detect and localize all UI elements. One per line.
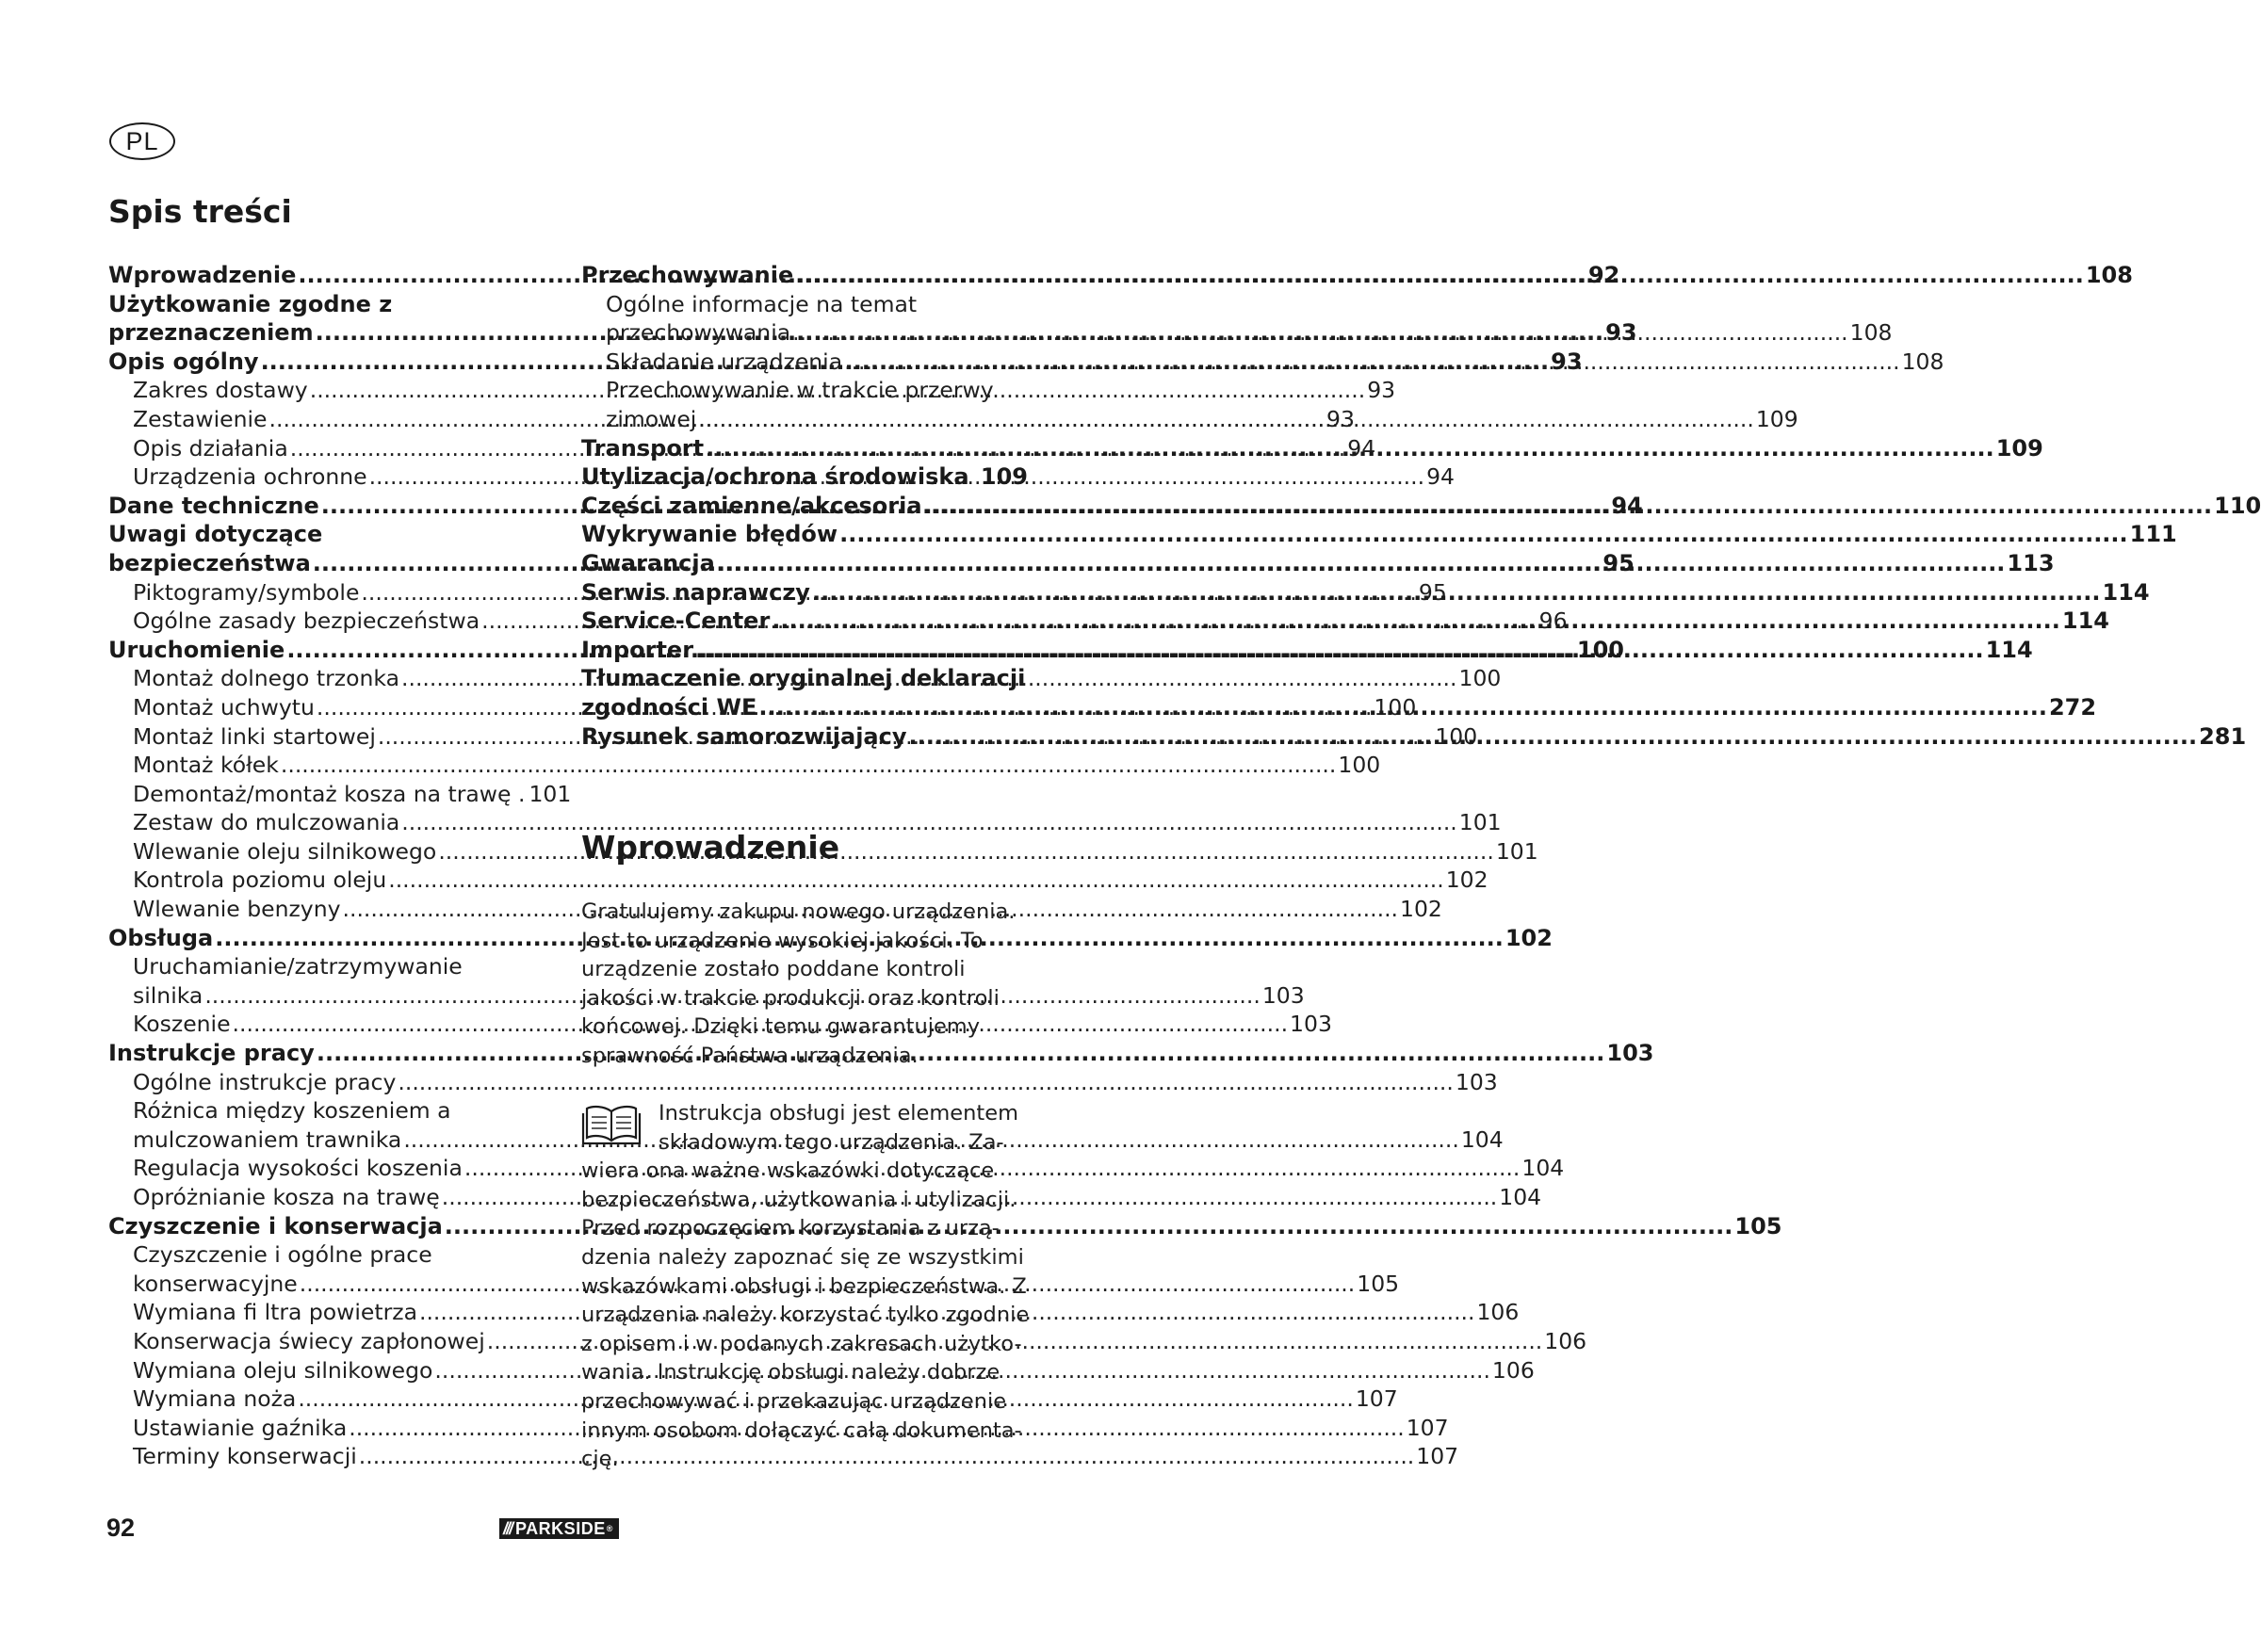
toc-entry-title: Przechowywanie	[581, 262, 794, 288]
toc-entry-title: Konserwacja świecy zapłonowej	[133, 1327, 485, 1354]
toc-entry-page: 109	[980, 463, 1028, 491]
toc-entry-page: 93	[1326, 405, 1355, 432]
toc-entry-title: Czyszczenie i ogólne prace	[133, 1241, 432, 1269]
language-badge: PL	[109, 122, 175, 160]
toc-leader-dots	[401, 808, 1457, 837]
toc-entry	[581, 290, 1028, 319]
toc-entry-title: przeznaczeniem	[108, 319, 314, 347]
toc-entry-page: 101	[1458, 809, 1502, 836]
toc-entry	[108, 751, 1381, 780]
manual-note-line: przechowywać i przekazując urządzenie	[581, 1388, 1007, 1414]
toc-entry-title: Service-Center	[581, 607, 771, 635]
toc-entry-page: 101	[529, 780, 572, 807]
manual-note-line: Instrukcja obsługi jest elementem	[659, 1101, 1018, 1126]
toc-leader-dots	[398, 1068, 1454, 1097]
toc-entry-title: Opis działania	[133, 434, 288, 462]
toc-entry-title: Rysunek samorozwijający	[581, 722, 907, 750]
brand-slashes: ///	[503, 1518, 512, 1538]
manual-note-line: urządzenia należy korzystać tylko zgodnie	[581, 1303, 1030, 1328]
toc-entry-title: Terminy konserwacji	[133, 1443, 357, 1470]
toc-leader-dots	[839, 520, 2128, 549]
toc-entry-page: 108	[1849, 319, 1893, 347]
toc-entry-page: 100	[1458, 665, 1502, 692]
toc-entry-page: 94	[1347, 434, 1376, 462]
toc-entry-page: 93	[1367, 377, 1396, 404]
toc-entry-title: Obsługa	[108, 924, 214, 951]
toc-entry-title: Użytkowanie zgodne z	[108, 290, 393, 317]
page-number: 92	[106, 1514, 136, 1542]
toc-entry-title: Opis ogólny	[108, 348, 259, 375]
toc-entry-title: Serwis naprawczy	[581, 578, 810, 606]
toc-entry-page: 114	[2061, 607, 2109, 635]
toc-entry-title: Kontrola poziomu oleju	[133, 866, 387, 894]
toc-entry-page: 102	[1505, 924, 1553, 951]
toc-title: Spis treści	[108, 193, 292, 230]
toc-entry	[108, 952, 549, 981]
toc-leader-dots	[812, 578, 2101, 607]
toc-entry-page: 95	[1602, 549, 1635, 576]
toc-entry-page: 107	[1406, 1414, 1449, 1441]
toc-entry-page: 110	[2214, 492, 2261, 519]
toc-leader-dots	[698, 405, 1754, 434]
toc-entry-title: Koszenie	[133, 1011, 231, 1038]
toc-entry-page: 94	[1426, 463, 1455, 491]
toc-entry-page: 106	[1544, 1327, 1587, 1354]
toc-entry-title: Różnica między koszeniem a	[133, 1097, 451, 1125]
toc-leader-dots	[924, 492, 2213, 521]
toc-entry	[581, 664, 1028, 693]
toc-entry-title: Dane techniczne	[108, 492, 319, 519]
toc-leader-dots	[908, 722, 2197, 752]
manual-note-line: bezpieczeństwa, użytkowania i utylizacji.	[581, 1187, 1017, 1212]
toc-entry-title: Montaż dolnego trzonka	[133, 665, 399, 692]
toc-entry-page: 105	[1357, 1270, 1400, 1297]
manual-note-line: wskazówkami obsługi i bezpieczeństwa. Z	[581, 1273, 1027, 1299]
toc-entry-title: Montaż uchwytu	[133, 693, 315, 721]
toc-entry	[108, 981, 1305, 1011]
toc-entry	[108, 866, 1488, 895]
toc-entry-title: Importer	[581, 636, 694, 663]
manual-note	[581, 1099, 1029, 1474]
toc-leader-dots	[717, 549, 2006, 578]
toc-entry-page: 109	[1995, 434, 2043, 462]
toc-entry	[108, 1010, 1332, 1039]
manual-note-line: z opisem i w podanych zakresach użytko-	[581, 1331, 1022, 1356]
toc-entry-page: 94	[1611, 492, 1643, 519]
manual-note-line: Przed rozpoczęciem korzystania z urzą-	[581, 1216, 1000, 1241]
toc-entry-page: 100	[1374, 693, 1417, 721]
toc-entry-page: 93	[1605, 319, 1637, 347]
toc-entry-page: 111	[2129, 521, 2177, 548]
toc-entry-page: 114	[1985, 636, 2033, 663]
toc-entry-title: Części zamienne/akcesoria	[581, 492, 922, 519]
manual-note-line: dzenia należy zapoznać się ze wszystkimi	[581, 1244, 1024, 1270]
toc-entry-title: bezpieczeństwa	[108, 549, 311, 576]
intro-paragraph: Gratulujemy zakupu nowego urządzenia. Jest to urządzenie wysokiej jakości. To urządzenie zostało poddane kontroli jakości w trakcie produkcji oraz kontroli końcowej. Dzięki temu gwarantujemy sprawność Państwa urządzenia.	[581, 899, 1016, 1068]
toc-leader-dots	[695, 636, 1984, 665]
toc-entry-title: Ogólne informacje na temat	[606, 290, 918, 317]
brand-mark: ®	[606, 1524, 613, 1533]
parkside-logo	[499, 1518, 619, 1539]
toc-entry-page: 103	[1290, 1011, 1332, 1038]
toc-entry-title: Uwagi dotyczące	[108, 521, 323, 548]
toc-entry-title: Wymiana noża	[133, 1385, 297, 1413]
toc-entry-title: Instrukcje pracy	[108, 1040, 315, 1067]
toc-entry-title: Czyszczenie i konserwacja	[108, 1212, 443, 1239]
toc-entry-title: mulczowaniem trawnika	[133, 1126, 402, 1153]
toc-entry-title: Wprowadzenie	[108, 262, 297, 288]
toc-entry	[581, 376, 1028, 405]
toc-leader-dots	[706, 434, 1994, 463]
toc-entry-page: 105	[1734, 1212, 1782, 1239]
toc-entry-title: przechowywania	[606, 319, 791, 347]
toc-entry-title: Uruchamianie/zatrzymywanie	[133, 953, 463, 980]
toc-entry-page: 104	[1460, 1126, 1504, 1153]
toc-leader-dots	[281, 751, 1337, 780]
toc-entry-page: 103	[1261, 981, 1305, 1009]
toc-leader-dots	[844, 348, 1900, 377]
toc-entry-title: Wykrywanie błędów	[581, 521, 838, 548]
toc-entry-page: 101	[1495, 837, 1538, 865]
manual-note-line: innym osobom dołączyć całą dokumenta-	[581, 1417, 1022, 1443]
toc-entry-page: 104	[1521, 1155, 1565, 1182]
toc-entry	[108, 1240, 549, 1270]
toc-entry-title: silnika	[133, 981, 203, 1009]
toc-entry-title: Urządzenia ochronne	[133, 463, 367, 491]
manual-note-line: składowym tego urządzenia. Za-	[659, 1129, 1004, 1155]
toc-entry-title: Zestawienie	[133, 405, 268, 432]
toc-entry-title: Ustawianie gaźnika	[133, 1414, 348, 1441]
toc-entry-title: Piktogramy/symbole	[133, 578, 360, 606]
toc-entry	[581, 462, 1028, 492]
toc-leader-dots	[792, 318, 1848, 348]
toc-entry-title: Zestaw do mulczowania	[133, 809, 400, 836]
toc-entry-title: Regulacja wysokości koszenia	[133, 1155, 463, 1182]
toc-entry-title: konserwacyjne	[133, 1270, 298, 1297]
manual-note-line: wania. Instrukcję obsługi należy dobrze	[581, 1360, 1000, 1385]
brand-name: PARKSIDE	[515, 1518, 606, 1538]
toc-leader-dots	[758, 693, 2047, 722]
toc-entry	[108, 780, 572, 809]
toc-entry-page: 281	[2199, 722, 2247, 750]
toc-entry-title: Montaż linki startowej	[133, 722, 376, 750]
book-icon	[581, 1104, 642, 1147]
toc-entry-title: zgodności WE	[581, 693, 757, 721]
toc-entry-page: 95	[1418, 578, 1447, 606]
toc-entry-title: zimowej	[606, 405, 697, 432]
toc-entry-page: 96	[1538, 607, 1568, 635]
toc-entry-title: Wymiana fi ltra powietrza	[133, 1299, 417, 1326]
manual-note-line: wiera ona ważne wskazówki dotyczące	[581, 1158, 995, 1184]
toc-entry-page: 109	[1755, 405, 1798, 432]
toc-entry-page: 100	[1576, 636, 1624, 663]
toc-leader-dots	[772, 607, 2060, 636]
toc-entry	[108, 290, 549, 319]
toc-entry-title: Transport	[581, 434, 705, 462]
manual-note-line: cję.	[581, 1447, 619, 1472]
toc-entry-page: 93	[1551, 348, 1583, 375]
toc-entry-page: 104	[1499, 1184, 1542, 1210]
toc-entry-title: Demontaż/montaż kosza na trawę .	[133, 780, 526, 807]
section-title-introduction: Wprowadzenie	[581, 829, 840, 866]
toc-entry-page: 102	[1400, 896, 1442, 923]
toc-entry-title: Wymiana oleju silnikowego	[133, 1356, 433, 1384]
toc-entry-page: 108	[2085, 262, 2133, 288]
toc-entry-page: 108	[1901, 348, 1944, 375]
toc-entry-page: 100	[1338, 752, 1381, 779]
toc-entry-title: Ogólne zasady bezpieczeństwa	[133, 607, 480, 635]
toc-entry-page: 103	[1455, 1068, 1498, 1095]
toc-entry-title: Opróżnianie kosza na trawę	[133, 1184, 440, 1210]
toc-entry	[108, 808, 1502, 837]
toc-entry-page: 272	[2048, 693, 2097, 721]
toc-entry	[108, 1096, 549, 1126]
toc-entry-title: Przechowywanie w trakcie przerwy	[606, 377, 994, 404]
toc-entry	[108, 1068, 1498, 1097]
toc-entry-title: Zakres dostawy	[133, 377, 308, 404]
toc-entry-title: Gwarancja	[581, 549, 715, 576]
toc-entry-title: Wlewanie oleju silnikowego	[133, 837, 437, 865]
toc-entry-page: 106	[1476, 1299, 1520, 1326]
toc-entry-page: 113	[2007, 549, 2055, 576]
toc-entry-page: 92	[1587, 262, 1620, 288]
toc-entry	[108, 895, 1442, 924]
toc-entry-title: Uruchomienie	[108, 636, 285, 663]
toc-entry	[581, 520, 2177, 549]
toc-entry-title: Wlewanie benzyny	[133, 896, 341, 923]
toc-entry-page: 100	[1435, 722, 1478, 750]
toc-entry	[108, 924, 1553, 953]
toc-entry-page: 107	[1355, 1385, 1398, 1413]
toc-entry-page: 114	[2102, 578, 2150, 606]
toc-entry-title: Utylizacja/ochrona środowiska	[581, 463, 969, 491]
toc-entry-title: Tłumaczenie oryginalnej deklaracji	[581, 665, 1026, 692]
toc-entry-page: 107	[1416, 1443, 1459, 1470]
toc-entry	[108, 1039, 1654, 1068]
toc-leader-dots	[795, 261, 2084, 290]
toc-entry-page: 103	[1606, 1040, 1654, 1067]
toc-leader-dots	[388, 866, 1444, 895]
toc-entry-title: Montaż kółek	[133, 752, 279, 779]
toc-entry-title: Składanie urządzenia	[606, 348, 843, 375]
toc-entry-page: 102	[1445, 866, 1488, 894]
toc-entry-page: 106	[1491, 1356, 1535, 1384]
toc-entry-title: Ogólne instrukcje pracy	[133, 1068, 397, 1095]
toc-entry	[108, 520, 549, 549]
